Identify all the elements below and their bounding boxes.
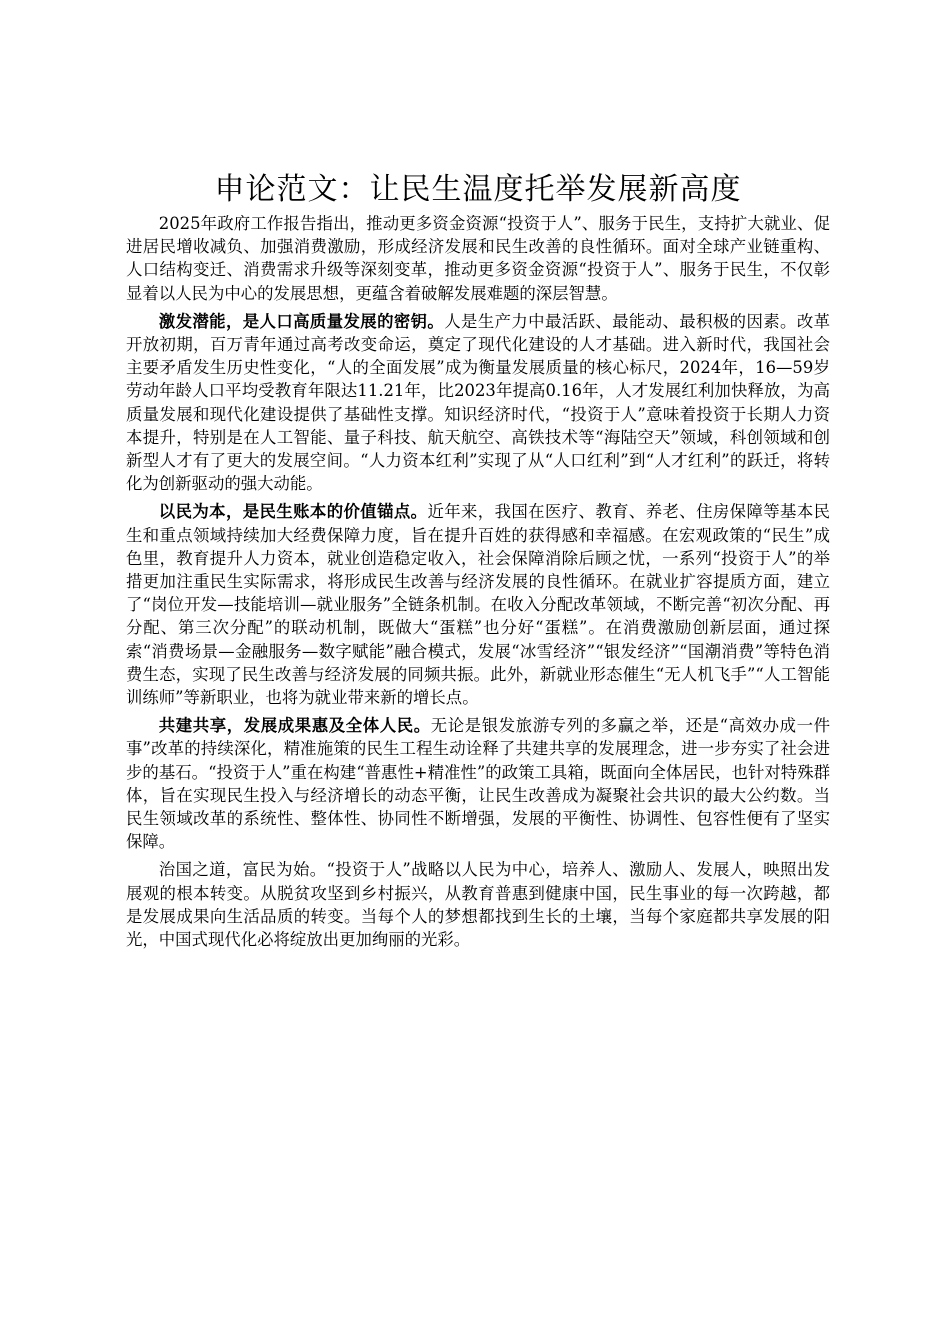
paragraph-potential — [126, 310, 830, 496]
paragraph-people-first — [126, 500, 830, 709]
document-page — [126, 170, 830, 956]
paragraph-text: 治国之道，富民为始。“投资于人”战略以人民为中心，培养人、激励人、发展人，映照出发展观的根本转变。从脱贫攻坚到乡村振兴，从教育普惠到健康中国，民生事业的每一次跨越，都是发展成果向生活品质的转变。当每个人的梦想都找到生长的土壤，当每个家庭都共享发展的阳光，中国式现代化必将绽放出更加绚丽的光彩。 — [126, 860, 830, 950]
paragraph-intro — [126, 212, 830, 305]
paragraph-text: 2025年政府工作报告指出，推动更多资金资源“投资于人”、服务于民生，支持扩大就业、促进居民增收减负、加强消费激励，形成经济发展和民生改善的良性循环。面对全球产业链重构、人口结构变迁、消费需求升级等深刻变革，推动更多资金资源“投资于人”、服务于民生，不仅彰显着以人民为中心的发展思想，更蕴含着破解发展难题的深层智慧。 — [126, 214, 830, 303]
paragraph-lead: 共建共享，发展成果惠及全体人民。 — [158, 716, 431, 736]
paragraph-text: 无论是银发旅游专列的多赢之举，还是“高效办成一件事”改革的持续深化，精准施策的民生工程生动诠释了共建共享的发展理念，进一步夯实了社会进步的基石。“投资于人”重在构建“普惠性+精准性”的政策工具箱，既面向全体居民，也针对特殊群体，旨在实现民生投入与经济增长的动态平衡，让民生改善成为凝聚社会共识的最大公约数。当民生领域改革的系统性、整体性、协同性不断增强，发展的平衡性、协调性、包容性便有了坚实保障。 — [126, 716, 830, 852]
paragraph-conclusion — [126, 858, 830, 951]
paragraph-text: 人是生产力中最活跃、最能动、最积极的因素。改革开放初期，百万青年通过高考改变命运，奠定了现代化建设的人才基础。进入新时代，我国社会主要矛盾发生历史性变化，“人的全面发展”成为衡量发展质量的核心标尺，2024年，16—59岁劳动年龄人口平均受教育年限达11.21年，比2023年提高0.16年，人才发展红利加快释放，为高质量发展和现代化建设提供了基础性支撑。知识经济时代，“投资于人”意味着投资于长期人力资本提升，特别是在人工智能、量子科技、航天航空、高铁技术等“海陆空天”领域，科创领域和创新型人才有了更大的发展空间。“人力资本红利”实现了从“人口红利”到“人才红利”的跃迁，将转化为创新驱动的强大动能。 — [126, 311, 831, 494]
paragraph-text: 近年来，我国在医疗、教育、养老、住房保障等基本民生和重点领域持续加大经费保障力度，旨在提升百姓的获得感和幸福感。在宏观政策的“民生”成色里，教育提升人力资本，就业创造稳定收入，社会保障消除后顾之忧，一系列“投资于人”的举措更加注重民生实际需求，将形成民生改善与经济发展的良性循环。在就业扩容提质方面，建立了“岗位开发—技能培训—就业服务”全链条机制。在收入分配改革领域，不断完善“初次分配、再分配、第三次分配”的联动机制，既做大“蛋糕”也分好“蛋糕”。在消费激励创新层面，通过探索“消费场景—金融服务—数字赋能”融合模式，发展“冰雪经济”“银发经济”“国潮消费”等特色消费生态，实现了民生改善与经济发展的同频共振。此外，新就业形态催生“无人机飞手”“人工智能训练师”等新职业，也将为就业带来新的增长点。 — [126, 502, 830, 708]
paragraph-shared-development — [126, 714, 830, 853]
paragraph-lead: 激发潜能，是人口高质量发展的密钥。 — [158, 311, 445, 331]
document-title: 申论范文：让民生温度托举发展新高度 — [214, 172, 742, 207]
paragraph-lead: 以民为本，是民生账本的价值锚点。 — [158, 502, 428, 522]
